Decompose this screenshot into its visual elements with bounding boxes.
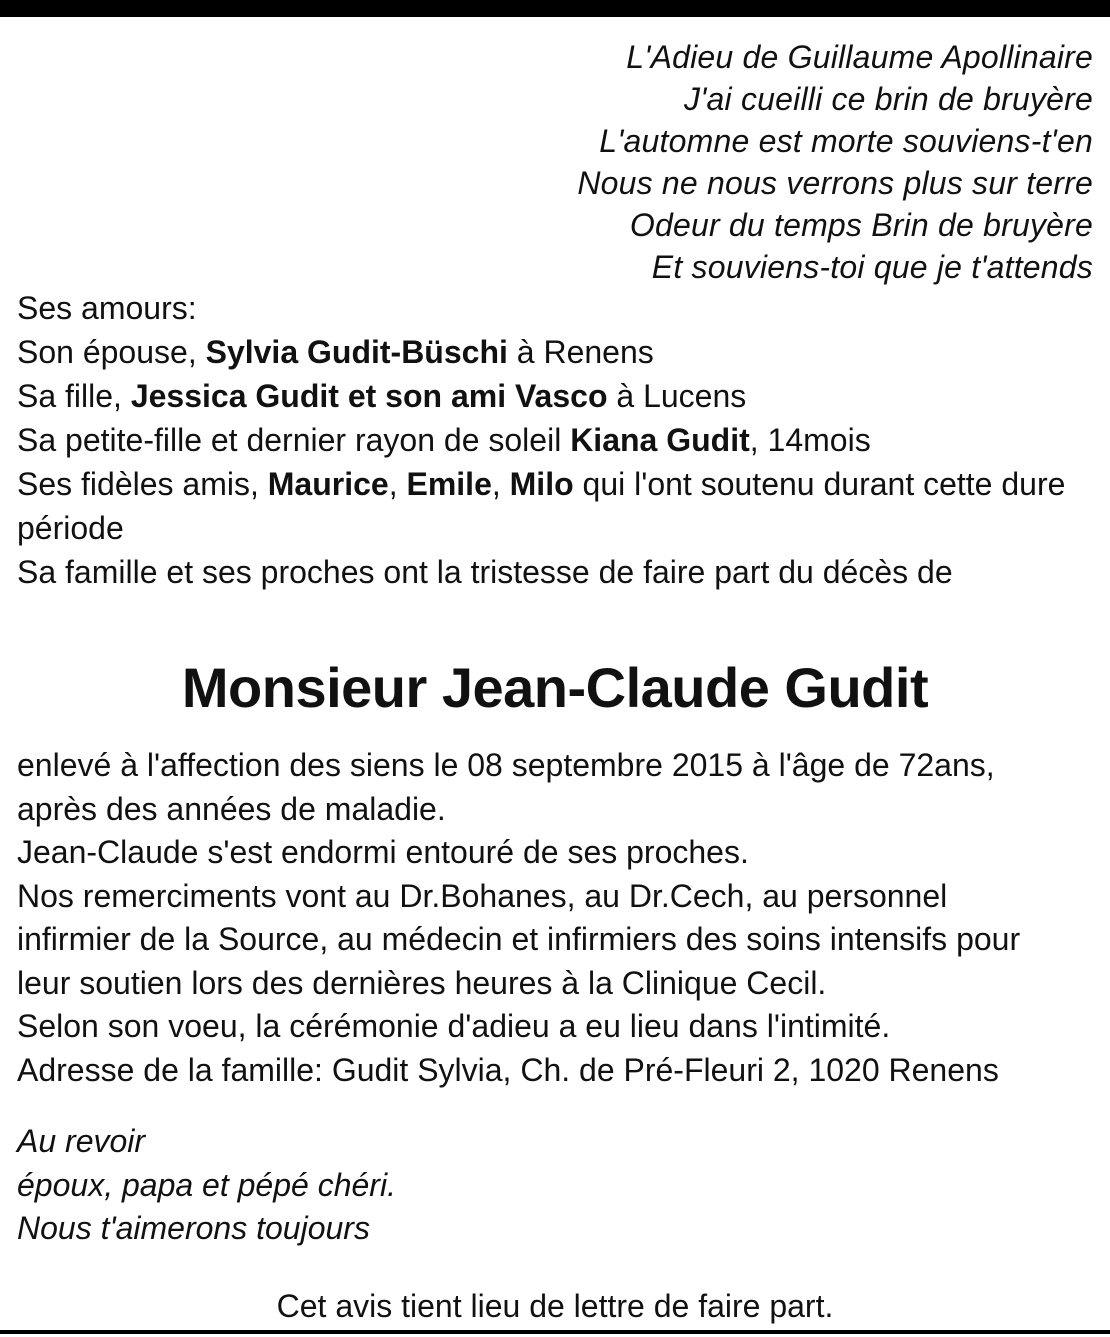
granddaughter-suffix: , 14mois bbox=[749, 422, 871, 458]
body-line: après des années de maladie. bbox=[17, 790, 446, 827]
friend-name-maurice: Maurice bbox=[267, 466, 389, 502]
family-friends-line bbox=[17, 462, 1097, 550]
family-list bbox=[17, 286, 1097, 594]
closing-note: Cet avis tient lieu de lettre de faire part. bbox=[276, 1288, 834, 1324]
body-line: leur soutien lors des dernières heures à la Clinique Cecil. bbox=[17, 964, 827, 1001]
friend-name-emile: Emile bbox=[406, 466, 492, 502]
body-line: enlevé à l'affection des siens le 08 septembre 2015 à l'âge de 72ans, bbox=[17, 747, 995, 783]
daughter-suffix: à Lucens bbox=[607, 378, 747, 414]
farewell-line: époux, papa et pépé chéri. bbox=[17, 1166, 396, 1203]
friend-separator: , bbox=[388, 466, 407, 502]
granddaughter-name: Kiana Gudit bbox=[570, 422, 750, 458]
bottom-border-rule bbox=[0, 1330, 1110, 1334]
deceased-name: Monsieur Jean-Claude Gudit bbox=[181, 656, 929, 719]
body-line: Nos remerciments vont au Dr.Bohanes, au Dr.Cech, au personnel bbox=[17, 877, 948, 914]
family-address: Adresse de la famille: Gudit Sylvia, Ch. de Pré-Fleuri 2, 1020 Renens bbox=[17, 1051, 999, 1088]
daughter-name: Jessica Gudit et son ami Vasco bbox=[130, 378, 608, 414]
poem-line: L'Adieu de Guillaume Apollinaire bbox=[626, 39, 1093, 75]
spouse-suffix: à Renens bbox=[507, 334, 654, 370]
farewell-line: Au revoir bbox=[17, 1123, 146, 1159]
poem-line: Nous ne nous verrons plus sur terre bbox=[577, 165, 1093, 201]
spouse-prefix: Son épouse, bbox=[17, 334, 206, 370]
daughter-prefix: Sa fille, bbox=[17, 378, 131, 414]
friend-name-milo: Milo bbox=[509, 466, 574, 502]
poem-line: J'ai cueilli ce brin de bruyère bbox=[684, 81, 1093, 117]
family-intro: Ses amours: bbox=[17, 290, 197, 326]
family-spouse-line bbox=[17, 330, 1097, 374]
friends-suffix: qui l'ont soutenu durant cette dure période bbox=[17, 466, 1066, 546]
body-line: infirmier de la Source, au médecin et infirmiers des soins intensifs pour bbox=[17, 921, 1021, 957]
obituary-body bbox=[17, 744, 1097, 1092]
spouse-name: Sylvia Gudit-Büschi bbox=[205, 334, 508, 370]
top-border-rule bbox=[0, 0, 1110, 17]
family-granddaughter-line bbox=[17, 418, 1097, 462]
poem-line: L'automne est morte souviens-t'en bbox=[599, 123, 1093, 159]
friends-prefix: Ses fidèles amis, bbox=[17, 466, 268, 502]
body-line: Selon son voeu, la cérémonie d'adieu a eu lieu dans l'intimité. bbox=[17, 1008, 891, 1044]
farewell-message bbox=[17, 1120, 717, 1251]
farewell-line: Nous t'aimerons toujours bbox=[17, 1210, 370, 1246]
family-announcement: Sa famille et ses proches ont la tristesse de faire part du décès de bbox=[17, 554, 953, 590]
friend-separator: , bbox=[491, 466, 510, 502]
granddaughter-prefix: Sa petite-fille et dernier rayon de soleil bbox=[17, 422, 571, 458]
poem-line: Et souviens-toi que je t'attends bbox=[651, 249, 1093, 285]
poem-line: Odeur du temps Brin de bruyère bbox=[629, 207, 1093, 243]
family-daughter-line bbox=[17, 374, 1097, 418]
body-line: Jean-Claude s'est endormi entouré de ses proches. bbox=[17, 834, 749, 870]
poem-block bbox=[293, 36, 1093, 288]
